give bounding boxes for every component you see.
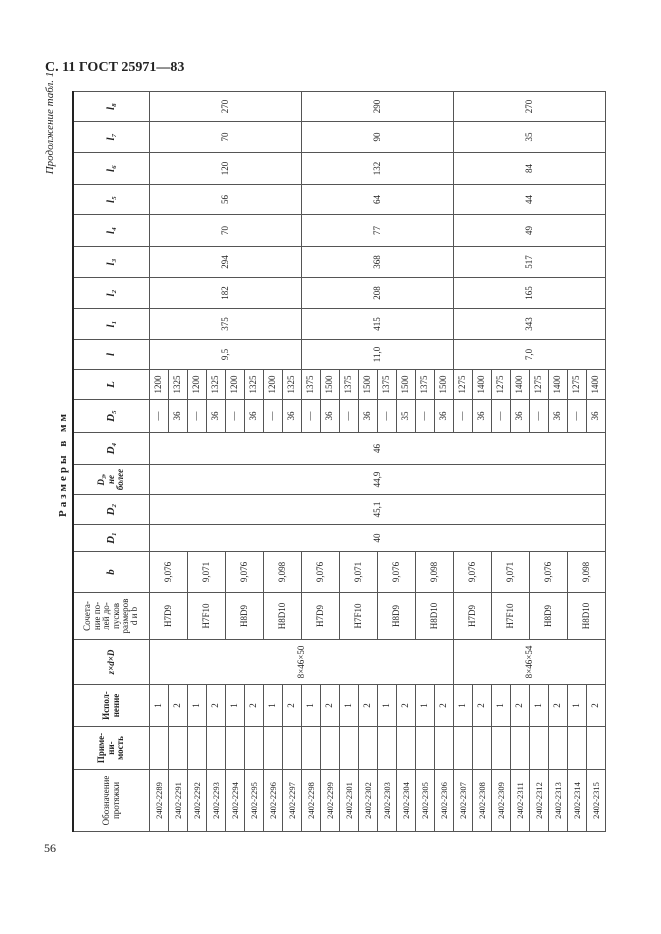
l1-cell: 375 <box>150 309 302 340</box>
D5-cell: 36 <box>169 400 188 433</box>
L-cell: 1375 <box>416 370 435 400</box>
applicability-cell <box>188 727 207 770</box>
execution-cell: 1 <box>264 685 283 727</box>
l5-cell: 44 <box>454 185 606 215</box>
page-header: С. 11 ГОСТ 25971—83 <box>45 60 185 75</box>
col-l1: l₁ <box>73 309 150 340</box>
D5-cell: — <box>530 400 549 433</box>
designation-cell: 2402-2303 <box>378 770 397 832</box>
designation-cell: 2402-2305 <box>416 770 435 832</box>
execution-cell: 2 <box>283 685 302 727</box>
designation-cell: 2402-2298 <box>302 770 321 832</box>
l6-cell: 84 <box>454 153 606 185</box>
l4-cell: 49 <box>454 215 606 247</box>
col-D3: D₃, не более <box>73 465 150 495</box>
tolerance-cell: H7F10 <box>340 593 378 640</box>
applicability-cell <box>359 727 378 770</box>
b-cell: 9,076 <box>378 552 416 593</box>
designation-cell: 2402-2309 <box>492 770 511 832</box>
applicability-cell <box>530 727 549 770</box>
l4-cell: 70 <box>150 215 302 247</box>
L-cell: 1400 <box>549 370 568 400</box>
l2-cell: 165 <box>454 278 606 309</box>
b-cell: 9,071 <box>340 552 378 593</box>
col-applicability: Приме- ни- мость <box>73 727 150 770</box>
table-caption: Продолжение табл. 1 <box>44 71 56 175</box>
b-cell: 9,071 <box>492 552 530 593</box>
execution-cell: 2 <box>549 685 568 727</box>
applicability-cell <box>302 727 321 770</box>
D5-cell: — <box>340 400 359 433</box>
b-cell: 9,098 <box>416 552 454 593</box>
designation-cell: 2402-2308 <box>473 770 492 832</box>
execution-cell: 1 <box>416 685 435 727</box>
col-l: l <box>73 340 150 370</box>
applicability-cell <box>549 727 568 770</box>
L-cell: 1500 <box>321 370 340 400</box>
D5-cell: 36 <box>207 400 226 433</box>
execution-cell: 2 <box>587 685 606 727</box>
col-D2: D₂ <box>73 495 150 525</box>
execution-cell: 1 <box>302 685 321 727</box>
D5-cell: 36 <box>549 400 568 433</box>
l8-cell: 270 <box>150 92 302 122</box>
designation-cell: 2402-2294 <box>226 770 245 832</box>
applicability-cell <box>587 727 606 770</box>
execution-cell: 1 <box>150 685 169 727</box>
l8-cell: 290 <box>302 92 454 122</box>
designation-cell: 2402-2315 <box>587 770 606 832</box>
applicability-cell <box>397 727 416 770</box>
L-cell: 1275 <box>530 370 549 400</box>
b-cell: 9,076 <box>454 552 492 593</box>
designation-cell: 2402-2302 <box>359 770 378 832</box>
tolerance-cell: H8D9 <box>378 593 416 640</box>
col-l4: l₄ <box>73 215 150 247</box>
tolerance-cell: H7D9 <box>454 593 492 640</box>
table-body <box>150 92 606 832</box>
tolerance-cell: H8D10 <box>416 593 454 640</box>
L-cell: 1200 <box>226 370 245 400</box>
designation-cell: 2402-2293 <box>207 770 226 832</box>
D5-cell: — <box>188 400 207 433</box>
col-D4: D₄ <box>73 433 150 465</box>
L-cell: 1375 <box>378 370 397 400</box>
applicability-cell <box>473 727 492 770</box>
col-l6: l₆ <box>73 153 150 185</box>
data-table <box>72 91 606 832</box>
execution-cell: 2 <box>359 685 378 727</box>
header-row <box>73 92 150 832</box>
D5-cell: 36 <box>473 400 492 433</box>
l-cell: 11,0 <box>302 340 454 370</box>
execution-cell: 1 <box>492 685 511 727</box>
applicability-cell <box>435 727 454 770</box>
applicability-cell <box>283 727 302 770</box>
col-l7: l₇ <box>73 122 150 153</box>
b-cell: 9,098 <box>568 552 606 593</box>
zdD-cell: 8×46×54 <box>454 640 606 685</box>
execution-cell: 2 <box>473 685 492 727</box>
D5-cell: — <box>568 400 587 433</box>
L-cell: 1325 <box>283 370 302 400</box>
tolerance-cell: H8D10 <box>264 593 302 640</box>
L-cell: 1200 <box>150 370 169 400</box>
D5-cell: 36 <box>511 400 530 433</box>
tolerance-cell: H7D9 <box>302 593 340 640</box>
designation-cell: 2402-2312 <box>530 770 549 832</box>
D5-cell: 36 <box>321 400 340 433</box>
zdD-cell: 8×46×50 <box>150 640 454 685</box>
applicability-cell <box>245 727 264 770</box>
designation-cell: 2402-2297 <box>283 770 302 832</box>
D5-cell: 36 <box>435 400 454 433</box>
l3-cell: 294 <box>150 247 302 278</box>
col-D1: D₁ <box>73 525 150 552</box>
l3-cell: 368 <box>302 247 454 278</box>
designation-cell: 2402-2292 <box>188 770 207 832</box>
D5-cell: 36 <box>283 400 302 433</box>
applicability-cell <box>454 727 473 770</box>
col-L: L <box>73 370 150 400</box>
D5-cell: — <box>378 400 397 433</box>
execution-cell: 2 <box>321 685 340 727</box>
D5-cell: — <box>264 400 283 433</box>
execution-cell: 1 <box>378 685 397 727</box>
D5-cell: 36 <box>359 400 378 433</box>
applicability-cell <box>340 727 359 770</box>
execution-cell: 2 <box>511 685 530 727</box>
applicability-cell <box>169 727 188 770</box>
l5-cell: 56 <box>150 185 302 215</box>
L-cell: 1325 <box>207 370 226 400</box>
b-cell: 9,098 <box>264 552 302 593</box>
D5-cell: — <box>492 400 511 433</box>
L-cell: 1375 <box>340 370 359 400</box>
designation-cell: 2402-2313 <box>549 770 568 832</box>
tolerance-cell: H7F10 <box>188 593 226 640</box>
L-cell: 1275 <box>454 370 473 400</box>
execution-cell: 1 <box>226 685 245 727</box>
b-cell: 9,076 <box>530 552 568 593</box>
L-cell: 1275 <box>568 370 587 400</box>
col-l3: l₃ <box>73 247 150 278</box>
col-designation: Обозначение протяжки <box>73 770 150 832</box>
col-l5: l₅ <box>73 185 150 215</box>
l1-cell: 343 <box>454 309 606 340</box>
D5-cell: — <box>416 400 435 433</box>
applicability-cell <box>150 727 169 770</box>
execution-cell: 1 <box>454 685 473 727</box>
table-row <box>150 92 169 832</box>
tolerance-cell: H8D9 <box>530 593 568 640</box>
D4-cell: 46 <box>150 433 606 465</box>
l5-cell: 64 <box>302 185 454 215</box>
execution-cell: 2 <box>397 685 416 727</box>
execution-cell: 1 <box>340 685 359 727</box>
execution-cell: 2 <box>207 685 226 727</box>
broach-table <box>72 92 604 832</box>
applicability-cell <box>492 727 511 770</box>
designation-cell: 2402-2304 <box>397 770 416 832</box>
l7-cell: 35 <box>454 122 606 153</box>
D5-cell: — <box>454 400 473 433</box>
tolerance-cell: H8D10 <box>568 593 606 640</box>
L-cell: 1500 <box>397 370 416 400</box>
l4-cell: 77 <box>302 215 454 247</box>
designation-cell: 2402-2296 <box>264 770 283 832</box>
designation-cell: 2402-2295 <box>245 770 264 832</box>
execution-cell: 1 <box>188 685 207 727</box>
L-cell: 1375 <box>302 370 321 400</box>
L-cell: 1200 <box>264 370 283 400</box>
L-cell: 1275 <box>492 370 511 400</box>
designation-cell: 2402-2301 <box>340 770 359 832</box>
designation-cell: 2402-2314 <box>568 770 587 832</box>
D5-cell: 36 <box>587 400 606 433</box>
col-b: b <box>73 552 150 593</box>
applicability-cell <box>378 727 397 770</box>
col-tolerance: Сочета- ние по- лей до- пусков размеров d и b <box>73 593 150 640</box>
execution-cell: 1 <box>568 685 587 727</box>
D5-cell: — <box>150 400 169 433</box>
L-cell: 1500 <box>435 370 454 400</box>
D5-cell: — <box>302 400 321 433</box>
L-cell: 1400 <box>587 370 606 400</box>
b-cell: 9,076 <box>226 552 264 593</box>
applicability-cell <box>416 727 435 770</box>
l6-cell: 120 <box>150 153 302 185</box>
L-cell: 1400 <box>473 370 492 400</box>
l7-cell: 70 <box>150 122 302 153</box>
units-note: Размеры в мм <box>57 411 69 517</box>
designation-cell: 2402-2307 <box>454 770 473 832</box>
applicability-cell <box>321 727 340 770</box>
D5-cell: — <box>226 400 245 433</box>
l2-cell: 182 <box>150 278 302 309</box>
applicability-cell <box>226 727 245 770</box>
tolerance-cell: H7D9 <box>150 593 188 640</box>
l-cell: 9,5 <box>150 340 302 370</box>
l3-cell: 517 <box>454 247 606 278</box>
col-D5: D₅ <box>73 400 150 433</box>
b-cell: 9,076 <box>302 552 340 593</box>
designation-cell: 2402-2306 <box>435 770 454 832</box>
col-execution: Испол- нение <box>73 685 150 727</box>
designation-cell: 2402-2291 <box>169 770 188 832</box>
b-cell: 9,071 <box>188 552 226 593</box>
applicability-cell <box>207 727 226 770</box>
D5-cell: 36 <box>245 400 264 433</box>
execution-cell: 2 <box>245 685 264 727</box>
D1-cell: 40 <box>150 525 606 552</box>
L-cell: 1500 <box>359 370 378 400</box>
L-cell: 1200 <box>188 370 207 400</box>
l-cell: 7,0 <box>454 340 606 370</box>
page-number: 56 <box>44 841 56 855</box>
col-l2: l₂ <box>73 278 150 309</box>
l8-cell: 270 <box>454 92 606 122</box>
D2-cell: 45,1 <box>150 495 606 525</box>
execution-cell: 2 <box>169 685 188 727</box>
l1-cell: 415 <box>302 309 454 340</box>
designation-cell: 2402-2299 <box>321 770 340 832</box>
l2-cell: 208 <box>302 278 454 309</box>
L-cell: 1400 <box>511 370 530 400</box>
execution-cell: 2 <box>435 685 454 727</box>
col-zdD: z×d×D <box>73 640 150 685</box>
D3-cell: 44,9 <box>150 465 606 495</box>
execution-cell: 1 <box>530 685 549 727</box>
designation-cell: 2402-2311 <box>511 770 530 832</box>
l6-cell: 132 <box>302 153 454 185</box>
applicability-cell <box>568 727 587 770</box>
col-l8: l₈ <box>73 92 150 122</box>
L-cell: 1325 <box>169 370 188 400</box>
b-cell: 9,076 <box>150 552 188 593</box>
l7-cell: 90 <box>302 122 454 153</box>
tolerance-cell: H7F10 <box>492 593 530 640</box>
applicability-cell <box>511 727 530 770</box>
designation-cell: 2402-2289 <box>150 770 169 832</box>
L-cell: 1325 <box>245 370 264 400</box>
D5-cell: 35 <box>397 400 416 433</box>
tolerance-cell: H8D9 <box>226 593 264 640</box>
applicability-cell <box>264 727 283 770</box>
